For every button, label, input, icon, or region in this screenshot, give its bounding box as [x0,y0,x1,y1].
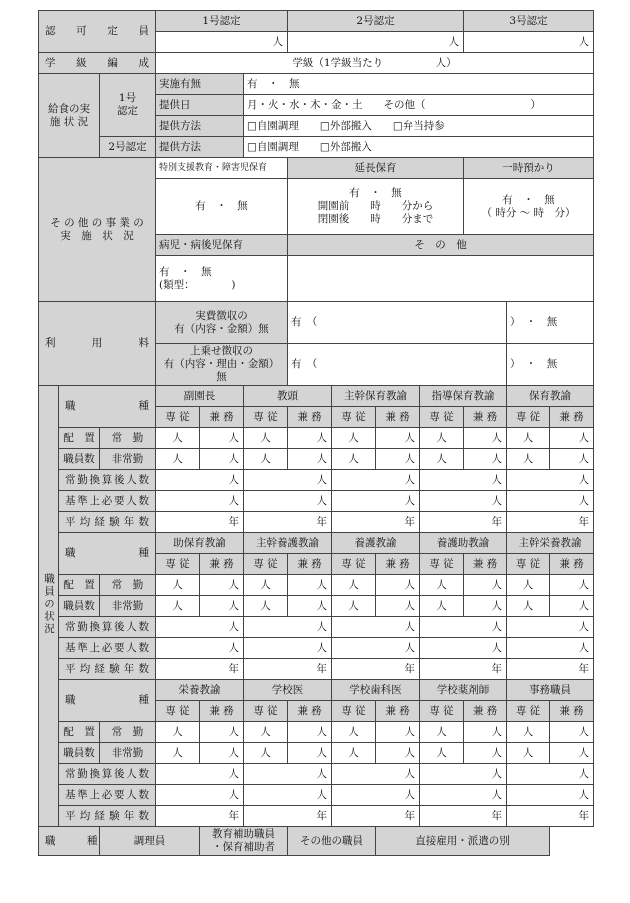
jippi-label [156,302,288,344]
heikin-field[interactable]: 年 [156,512,244,533]
staff-count-field[interactable]: 人 [376,575,420,596]
jokin-label: 常 勤 [100,428,156,449]
staff-count-field[interactable]: 人 [507,743,550,764]
gakkyu-field[interactable]: 学級（1学級当たり 人） [156,53,594,74]
teikyobi-field[interactable]: 月・火・水・木・金・土 その他（ ） [244,95,594,116]
tokubetsu-label: 特別支援教育・障害児保育 [156,158,288,179]
kenmu-label: 兼 務 [288,701,332,722]
kijun-field[interactable]: 人 [332,491,420,512]
staff-count-field[interactable]: 人 [288,449,332,470]
kenmu-label: 兼 務 [464,554,507,575]
jippi-label-2: 有（内容・金額）無 [174,322,269,335]
jippi-field-right[interactable]: ） ・ 無 [507,302,594,344]
staff-count-field[interactable]: 人 [244,575,288,596]
ichiji-time: （ 時分 ～ 時 分） [481,206,576,219]
shokushu-label: 職 種 [39,827,100,856]
jokin-label: 常 勤 [100,575,156,596]
kyushoku-g2-label: 2号認定 [100,137,156,158]
role-header: 主幹養護教諭 [244,533,332,554]
heikin-field[interactable]: 年 [156,659,244,680]
ichiji-field[interactable] [464,179,594,235]
staff-count-field[interactable]: 人 [420,722,464,743]
heikin-label: 平均経験年数 [59,512,156,533]
heikin-field[interactable]: 年 [244,806,332,827]
staff-count-field[interactable]: 人 [332,596,376,617]
ninka-g2-field[interactable]: 人 [288,32,464,53]
uwanose-label-1: 上乗せ徴収の [190,345,254,357]
kansan-field[interactable]: 人 [244,617,332,638]
kenmu-label: 兼 務 [464,407,507,428]
role-header: 主幹栄養教諭 [507,533,594,554]
heikin-field[interactable]: 年 [244,512,332,533]
staff-count-field[interactable]: 人 [550,428,594,449]
hojo-label-2: ・保育補助者 [212,841,276,853]
tokubetsu-field[interactable]: 有 ・ 無 [156,179,288,235]
byoji-label: 病児・病後児保育 [156,235,288,256]
encho-umu: 有 ・ 無 [349,187,402,199]
kenmu-label: 兼 務 [550,701,594,722]
encho-mae: 開園前 時 分から [317,200,434,212]
staff-count-field[interactable]: 人 [550,743,594,764]
uwanose-label [156,344,288,386]
staff-count-field[interactable]: 人 [200,449,244,470]
haichi-label: 配 置 [59,575,100,596]
heikin-field[interactable]: 年 [332,806,420,827]
uwanose-label-2: 有（内容・理由・金額）無 [163,358,280,383]
shokushu-label: 職 種 [59,680,156,722]
hojo-label [200,827,288,856]
encho-ato: 閉園後 時 分まで [317,213,434,225]
senju-label: 専 従 [420,407,464,428]
staff-count-field[interactable]: 人 [156,722,200,743]
staff-count-field[interactable]: 人 [244,722,288,743]
haichi-label: 配 置 [59,428,100,449]
staff-count-field[interactable]: 人 [550,722,594,743]
kijun-field[interactable]: 人 [244,491,332,512]
kijun-field[interactable]: 人 [507,638,594,659]
staff-count-field[interactable]: 人 [507,722,550,743]
staff-count-field[interactable]: 人 [200,575,244,596]
hijokin-label: 非常勤 [100,596,156,617]
hojo-label-1: 教育補助職員 [212,828,276,840]
senju-label: 専 従 [420,554,464,575]
kijun-field[interactable]: 人 [156,785,244,806]
senju-label: 専 従 [244,701,288,722]
senju-label: 専 従 [156,701,200,722]
staff-count-field[interactable]: 人 [376,428,420,449]
kijun-field[interactable]: 人 [244,785,332,806]
staff-count-field[interactable]: 人 [200,722,244,743]
heikin-field[interactable]: 年 [332,512,420,533]
byoji-umu: 有 ・ 無 [159,265,212,278]
jippi-label-1: 実費徴収の [195,309,248,322]
kansan-field[interactable]: 人 [156,617,244,638]
staff-count-field[interactable]: 人 [288,743,332,764]
shokuinsu-label: 職員数 [59,743,100,764]
senju-label: 専 従 [156,554,200,575]
staff-count-field[interactable]: 人 [550,449,594,470]
staff-count-field[interactable]: 人 [332,743,376,764]
kyushoku-label-2: 施 状 況 [49,115,89,128]
kenmu-label: 兼 務 [376,407,420,428]
heikin-field[interactable]: 年 [507,512,594,533]
ninka-g3-header: 3号認定 [464,11,594,32]
kijun-field[interactable]: 人 [420,785,507,806]
senju-label: 専 従 [332,554,376,575]
staff-count-field[interactable]: 人 [244,596,288,617]
shokuin-section-text: 職員の状況 [43,572,55,636]
staff-count-field[interactable]: 人 [464,428,507,449]
kansan-field[interactable]: 人 [420,764,507,785]
kansan-field[interactable]: 人 [244,764,332,785]
role-header: 事務職員 [507,680,594,701]
jokin-label: 常 勤 [100,722,156,743]
staff-count-field[interactable]: 人 [420,575,464,596]
kijun-label: 基準上必要人数 [59,638,156,659]
jippi-field-left[interactable]: 有 （ [288,302,507,344]
kansan-field[interactable]: 人 [507,470,594,491]
ichiji-label: 一時預かり [464,158,594,179]
sonota-label: そ の 他 [288,235,594,256]
kyushoku-g1-label [100,74,156,137]
heikin-field[interactable]: 年 [420,806,507,827]
jigyo-label-2: 実 施 状 況 [60,229,134,242]
kijun-label: 基準上必要人数 [59,491,156,512]
staff-count-field[interactable]: 人 [200,596,244,617]
staff-count-field[interactable]: 人 [156,575,200,596]
staff-count-field[interactable]: 人 [244,428,288,449]
kyushoku-g1-label-b: 認定 [117,105,138,117]
staff-count-field[interactable]: 人 [507,449,550,470]
role-header: 副園長 [156,386,244,407]
staff-count-field[interactable]: 人 [244,449,288,470]
kansan-field[interactable]: 人 [332,617,420,638]
kansan-field[interactable]: 人 [420,470,507,491]
kijun-field[interactable]: 人 [156,491,244,512]
heikin-field[interactable]: 年 [507,806,594,827]
uwanose-field-right[interactable]: ） ・ 無 [507,344,594,386]
ninka-g2-header: 2号認定 [288,11,464,32]
encho-label: 延長保育 [288,158,464,179]
sonota-shokuin-label: その他の職員 [288,827,376,856]
kijun-field[interactable]: 人 [507,491,594,512]
kenmu-label: 兼 務 [200,407,244,428]
kijun-field[interactable]: 人 [420,638,507,659]
role-header: 栄養教諭 [156,680,244,701]
heikin-field[interactable]: 年 [507,659,594,680]
heikin-field[interactable]: 年 [156,806,244,827]
staff-count-field[interactable]: 人 [288,575,332,596]
kenmu-label: 兼 務 [288,554,332,575]
ninka-g1-header: 1号認定 [156,11,288,32]
jisshi-field[interactable]: 有 ・ 無 [244,74,594,95]
role-header: 保育教諭 [507,386,594,407]
staff-count-field[interactable]: 人 [464,449,507,470]
heikin-label: 平均経験年数 [59,806,156,827]
shokuinsu-label: 職員数 [59,449,100,470]
kansan-field[interactable]: 人 [420,617,507,638]
encho-field[interactable] [288,179,464,235]
ninka-g1-field[interactable]: 人 [156,32,288,53]
staff-count-field[interactable]: 人 [376,596,420,617]
staff-count-field[interactable]: 人 [200,428,244,449]
role-header: 学校医 [244,680,332,701]
staff-count-field[interactable]: 人 [464,743,507,764]
kijun-field[interactable]: 人 [244,638,332,659]
senju-label: 専 従 [244,407,288,428]
kansan-label: 常勤換算後人数 [59,764,156,785]
kenmu-label: 兼 務 [376,554,420,575]
staff-count-field[interactable]: 人 [156,428,200,449]
jisshi-label: 実施有無 [156,74,244,95]
kenmu-label: 兼 務 [288,407,332,428]
kenmu-label: 兼 務 [200,554,244,575]
senju-label: 専 従 [332,701,376,722]
staff-count-field[interactable]: 人 [376,449,420,470]
kenmu-label: 兼 務 [464,701,507,722]
ninka-g3-field[interactable]: 人 [464,32,594,53]
kyushoku-label [39,74,100,158]
chokusetsu-label: 直接雇用・派遣の別 [376,827,550,856]
kansan-field[interactable]: 人 [244,470,332,491]
kyushoku-label-1: 給食の実 [48,102,90,115]
shokuin-section-label [39,386,59,827]
kenmu-label: 兼 務 [200,701,244,722]
kyushoku-g1-label-a: 1号 [118,92,137,104]
staff-count-field[interactable]: 人 [550,596,594,617]
staff-count-field[interactable]: 人 [464,596,507,617]
staff-count-field[interactable]: 人 [376,722,420,743]
kijun-field[interactable]: 人 [156,638,244,659]
byoji-field[interactable] [156,256,288,302]
staff-count-field[interactable]: 人 [288,428,332,449]
staff-count-field[interactable]: 人 [332,575,376,596]
hoho-field[interactable]: □自園調理 □外部搬入 □弁当持参 [244,116,594,137]
role-header: 教頭 [244,386,332,407]
kenmu-label: 兼 務 [550,554,594,575]
kijun-field[interactable]: 人 [420,491,507,512]
staff-count-field[interactable]: 人 [244,743,288,764]
staff-count-field[interactable]: 人 [376,743,420,764]
shokushu-label: 職 種 [59,533,156,575]
staff-count-field[interactable]: 人 [156,743,200,764]
heikin-label: 平均経験年数 [59,659,156,680]
kansan-field[interactable]: 人 [332,764,420,785]
kijun-field[interactable]: 人 [332,638,420,659]
senju-label: 専 従 [507,554,550,575]
kansan-field[interactable]: 人 [507,764,594,785]
heikin-field[interactable]: 年 [244,659,332,680]
kansan-field[interactable]: 人 [507,617,594,638]
staff-count-field[interactable]: 人 [420,596,464,617]
staff-count-field[interactable]: 人 [200,743,244,764]
role-header: 指導保育教諭 [420,386,507,407]
kenmu-label: 兼 務 [376,701,420,722]
haichi-label: 配 置 [59,722,100,743]
kansan-label: 常勤換算後人数 [59,470,156,491]
staff-count-field[interactable]: 人 [420,743,464,764]
staff-count-field[interactable]: 人 [156,596,200,617]
ninka-label: 認 可 定 員 [39,11,156,53]
staff-count-field[interactable]: 人 [288,596,332,617]
kenmu-label: 兼 務 [550,407,594,428]
kijun-field[interactable]: 人 [332,785,420,806]
staff-count-field[interactable]: 人 [288,722,332,743]
heikin-field[interactable]: 年 [420,659,507,680]
jigyo-label [39,158,156,302]
hoho2-label: 提供方法 [156,137,244,158]
jigyo-label-1: そ の 他 の 事 業 の [50,216,144,229]
staff-count-field[interactable]: 人 [464,575,507,596]
role-header: 主幹保育教諭 [332,386,420,407]
senju-label: 専 従 [156,407,200,428]
staff-count-field[interactable]: 人 [420,428,464,449]
riyoryo-label: 利 用 料 [39,302,156,386]
heikin-field[interactable]: 年 [420,512,507,533]
kijun-field[interactable]: 人 [507,785,594,806]
staff-count-field[interactable]: 人 [507,575,550,596]
kansan-field[interactable]: 人 [156,764,244,785]
gakkyu-label: 学 級 編 成 [39,53,156,74]
heikin-field[interactable]: 年 [332,659,420,680]
kansan-field[interactable]: 人 [332,470,420,491]
staff-count-field[interactable]: 人 [332,449,376,470]
staff-count-field[interactable]: 人 [550,575,594,596]
kansan-field[interactable]: 人 [156,470,244,491]
hijokin-label: 非常勤 [100,743,156,764]
role-header: 助保育教諭 [156,533,244,554]
senju-label: 専 従 [507,701,550,722]
uwanose-field-left[interactable]: 有 （ [288,344,507,386]
hoho2-field[interactable]: □自園調理 □外部搬入 [244,137,594,158]
role-header: 学校薬剤師 [420,680,507,701]
shokuinsu-label: 職員数 [59,596,100,617]
facility-form-table [38,10,594,856]
role-header: 養護助教諭 [420,533,507,554]
hijokin-label: 非常勤 [100,449,156,470]
role-header: 養護教諭 [332,533,420,554]
senju-label: 専 従 [332,407,376,428]
role-header: 学校歯科医 [332,680,420,701]
kijun-label: 基準上必要人数 [59,785,156,806]
staff-count-field[interactable]: 人 [156,449,200,470]
chorin-label: 調理員 [100,827,200,856]
senju-label: 専 従 [507,407,550,428]
staff-count-field[interactable]: 人 [420,449,464,470]
staff-count-field[interactable]: 人 [507,596,550,617]
ichiji-umu: 有 ・ 無 [502,193,555,206]
staff-count-field[interactable]: 人 [464,722,507,743]
teikyobi-label: 提供日 [156,95,244,116]
hoho-label: 提供方法 [156,116,244,137]
staff-count-field[interactable]: 人 [332,722,376,743]
staff-count-field[interactable]: 人 [507,428,550,449]
byoji-type: (類型： ) [159,278,236,291]
staff-count-field[interactable]: 人 [332,428,376,449]
senju-label: 専 従 [420,701,464,722]
shokushu-label: 職 種 [59,386,156,428]
kansan-label: 常勤換算後人数 [59,617,156,638]
sonota-field[interactable] [288,256,594,302]
senju-label: 専 従 [244,554,288,575]
